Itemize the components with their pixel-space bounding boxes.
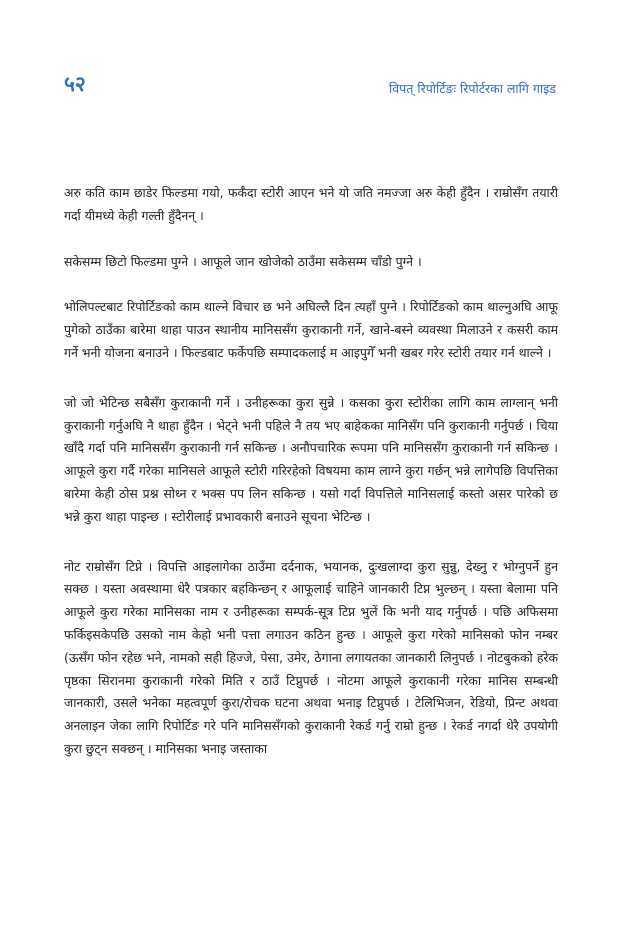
- paragraph-day-before: भोलिपल्टबाट रिपोर्टिङको काम थाल्ने विचार छ भने अघिल्लै दिन त्यहाँ पुग्ने । रिपोर्टिङको काम थाल्नुअघि आफू पुगेको ठाउँका बारेमा थाहा पाउन स्थानीय मानिससँग कुराकानी गर्ने, खाने-बस्ने व्यवस्था मिलाउने र कसरी काम गर्ने भनी योजना बनाउने । फिल्डबाट फर्केपछि सम्पादकलाई म आइपुगेँ भनी खबर गरेर स्टोरी तयार गर्न थाल्ने ।: [64, 299, 558, 360]
- paragraph-take-notes: नोट राम्रोसँग टिप्ने । विपत्ति आइलागेका ठाउँमा दर्दनाक, भयानक, दुःखलाग्दा कुरा सुन्नु, देख्नु र भोग्नुपर्ने हुन सक्छ । यस्ता अवस्थामा धेरै पत्रकार बहकिन्छन् र आफूलाई चाहिने जानकारी टिप्न भुल्छन् । यस्ता बेलामा पनि आफूले कुरा गरेका मानिसका नाम र उनीहरूका सम्पर्क-सूत्र टिप्न भुलें कि भनी याद गर्नुपर्छ । पछि अफिसमा फर्किइसकेपछि उसको नाम केहो भनी पत्ता लगाउन कठिन हुन्छ । आफूले कुरा गरेको मानिसको फोन नम्बर (ऊसँग फोन रहेछ भने, नामको सही हिज्जे, पेसा, उमेर, ठेगाना लगायतका जानकारी लिनुपर्छ । नोटबुकको हरेक पृष्ठका सिरानमा कुराकानी गरेको मिति र ठाउँ टिप्नुपर्छ । नोटमा आफूले कुराकानी गरेका मानिस सम्बन्धी जानकारी, उसले भनेका महत्वपूर्ण कुरा/रोचक घटना अथवा भनाइ टिप्नुपर्छ । टेलिभिजन, रेडियो, प्रिन्ट अथवा अनलाइन जेका लागि रिपोर्टिङ गरे पनि मानिससँगको कुराकानी रेकर्ड गर्नु राम्रो हुन्छ । रेकर्ड नगर्दा धेरै उपयोगी कुरा छुट्न सक्छन् । मानिसका भनाइ जस्ताका: [64, 558, 558, 756]
- page-number: ५२: [64, 72, 86, 96]
- paragraph-talk-to-everyone: जो जो भेटिन्छ सबैसँग कुराकानी गर्ने । उनीहरूका कुरा सुन्ने । कसका कुरा स्टोरीका लागि काम लाग्लान् भनी कुराकानी गर्नुअघि नै थाहा हुँदैन । भेट्ने भनी पहिले नै तय भए बाहेकका मानिसँग पनि कुराकानी गर्नुपर्छ । चिया खाँदै गर्दा पनि मानिससँग कुराकानी गर्न सकिन्छ । अनौपचारिक रूपमा पनि मानिससँग कुराकानी गर्न सकिन्छ । आफूले कुरा गर्दै गरेका मानिसले आफूले स्टोरी गरिरहेको विषयमा काम लाग्ने कुरा गर्छन् भन्ने लागेपछि विपत्तिका बारेमा केही ठोस प्रश्न सोध्न र भक्स पप लिन सकिन्छ । यसो गर्दा विपत्तिले मानिसलाई कस्तो असर पारेको छ भन्ने कुरा थाहा पाइन्छ । स्टोरीलाई प्रभावकारी बनाउने सूचना भेटिन्छ ।: [64, 394, 558, 524]
- paragraph-reach-early: सकेसम्म छिटो फिल्डमा पुग्ने । आफूले जान खोजेको ठाउँमा सकेसम्म चाँडो पुग्ने ।: [64, 253, 422, 269]
- running-header-title: विपत् रिपोर्टिङः रिपोर्टरका लागि गाइड: [388, 81, 556, 96]
- paragraph-intro: अरु कति काम छाडेर फिल्डमा गयो, फर्कँदा स्टोरी आएन भने यो जति नमज्जा अरु केही हुँदैन । राम्रोसँग तयारी गर्दा यीमध्ये केही गल्ती हुँदैनन् ।: [64, 185, 558, 223]
- body-text: [64, 182, 558, 788]
